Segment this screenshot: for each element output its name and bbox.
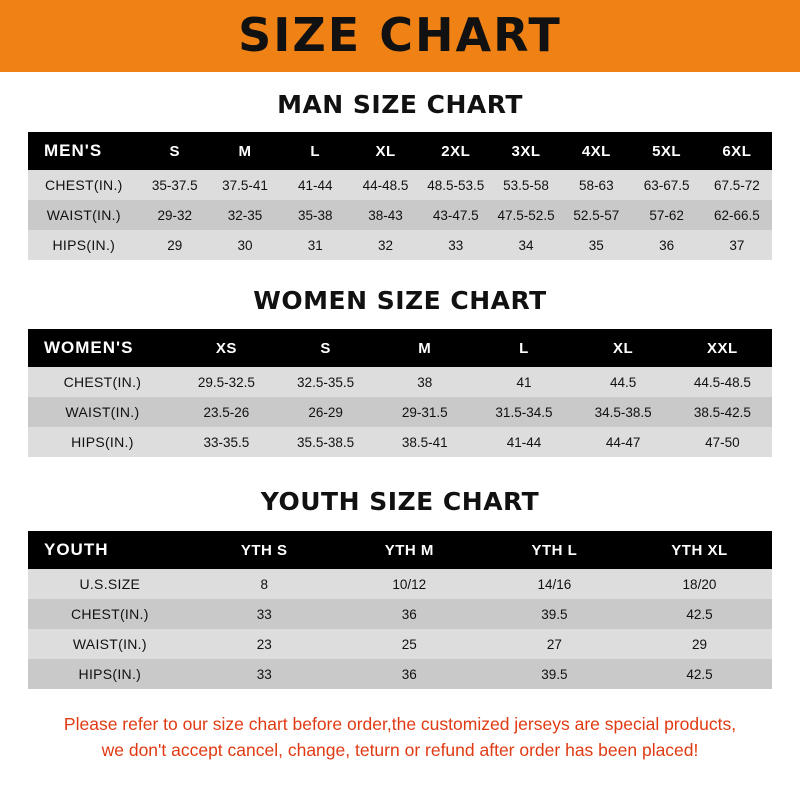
cell: 26-29 (308, 404, 343, 420)
row-label: HIPS(IN.) (52, 237, 116, 253)
cell: 25 (401, 636, 417, 652)
cell: 31.5-34.5 (495, 404, 553, 420)
cell: 8 (260, 576, 268, 592)
cell: 27 (546, 636, 562, 652)
cell: 14/16 (537, 576, 572, 592)
cell: 29-32 (157, 207, 192, 223)
column-header: MEN'S (44, 141, 103, 160)
cell: 34.5-38.5 (594, 404, 652, 420)
youth-section-title: YOUTH SIZE CHART (260, 487, 540, 516)
cell: 37 (729, 237, 745, 253)
man-section-title: MAN SIZE CHART (277, 90, 523, 119)
column-header: XXL (707, 339, 738, 357)
women-size-table (28, 329, 772, 457)
column-header: XL (375, 142, 396, 160)
men-size-table (28, 132, 772, 260)
footer-note (28, 711, 772, 764)
cell: 35-37.5 (151, 177, 198, 193)
chart-content (0, 90, 800, 764)
women-section-title: WOMEN SIZE CHART (253, 286, 547, 315)
cell: 10/12 (392, 576, 427, 592)
table-row (28, 367, 772, 397)
table-row (28, 397, 772, 427)
table-header-row (28, 531, 772, 569)
header-band (0, 0, 800, 72)
cell: 23.5-26 (203, 404, 250, 420)
cell: 38.5-42.5 (693, 404, 751, 420)
row-label: HIPS(IN.) (78, 666, 142, 682)
cell: 43-47.5 (432, 207, 479, 223)
table-row (28, 427, 772, 457)
cell: 23 (256, 636, 272, 652)
cell: 52.5-57 (573, 207, 620, 223)
cell: 18/20 (682, 576, 717, 592)
column-header: 2XL (441, 142, 471, 160)
table-row (28, 569, 772, 599)
cell: 31 (307, 237, 323, 253)
column-header: M (418, 339, 432, 357)
cell: 39.5 (541, 666, 568, 682)
table-row (28, 629, 772, 659)
cell: 44-47 (605, 434, 641, 450)
cell: 37.5-41 (222, 177, 268, 193)
cell: 29 (167, 237, 183, 253)
cell: 29 (691, 636, 707, 652)
column-header: L (519, 339, 529, 357)
column-header: YOUTH (44, 540, 109, 559)
cell: 35-38 (297, 207, 333, 223)
table-row (28, 200, 772, 230)
footer-line-2: we don't accept cancel, change, teturn or refund after order has been placed! (101, 740, 699, 761)
column-header: XL (613, 339, 634, 357)
cell: 47-50 (705, 434, 740, 450)
column-header: YTH L (531, 541, 578, 559)
cell: 33 (448, 237, 464, 253)
column-header: WOMEN'S (44, 338, 134, 357)
column-header: XS (215, 339, 237, 357)
cell: 38.5-41 (401, 434, 448, 450)
cell: 48.5-53.5 (427, 177, 485, 193)
cell: 33-35.5 (203, 434, 250, 450)
column-header: S (320, 339, 331, 357)
cell: 38 (417, 374, 433, 390)
cell: 53.5-58 (503, 177, 549, 193)
column-header: 4XL (581, 142, 611, 160)
row-label: U.S.SIZE (79, 576, 141, 592)
page-title: SIZE CHART (238, 8, 562, 62)
table-header-row (28, 132, 772, 170)
column-header: YTH M (384, 541, 434, 559)
column-header: L (310, 142, 321, 160)
row-label: WAIST(IN.) (65, 404, 140, 420)
cell: 67.5-72 (713, 177, 760, 193)
cell: 42.5 (686, 606, 713, 622)
table-row (28, 659, 772, 689)
cell: 62-66.5 (713, 207, 760, 223)
column-header: 3XL (511, 142, 541, 160)
row-label: CHEST(IN.) (44, 177, 123, 193)
cell: 41-44 (297, 177, 333, 193)
cell: 44.5-48.5 (693, 374, 751, 390)
row-label: HIPS(IN.) (71, 434, 134, 450)
cell: 32 (378, 237, 394, 253)
youth-size-table (28, 531, 772, 689)
table-row (28, 170, 772, 200)
cell: 47.5-52.5 (497, 207, 555, 223)
cell: 30 (237, 237, 253, 253)
row-label: CHEST(IN.) (63, 374, 142, 390)
cell: 35.5-38.5 (297, 434, 355, 450)
cell: 57-62 (649, 207, 684, 223)
row-label: CHEST(IN.) (71, 606, 149, 622)
cell: 33 (256, 606, 272, 622)
cell: 38-43 (368, 207, 403, 223)
cell: 32-35 (227, 207, 263, 223)
cell: 44-48.5 (362, 177, 409, 193)
cell: 36 (401, 606, 417, 622)
cell: 41-44 (506, 434, 542, 450)
column-header: YTH XL (671, 541, 728, 559)
cell: 29-31.5 (401, 404, 448, 420)
column-header: 6XL (722, 142, 752, 160)
cell: 36 (401, 666, 417, 682)
table-header-row (28, 329, 772, 367)
row-label: WAIST(IN.) (46, 207, 121, 223)
cell: 58-63 (579, 177, 614, 193)
cell: 41 (516, 374, 532, 390)
cell: 63-67.5 (643, 177, 690, 193)
footer-line-1: Please refer to our size chart before order,the customized jerseys are special products, (63, 714, 737, 734)
cell: 42.5 (686, 666, 713, 682)
column-header: 5XL (652, 142, 682, 160)
cell: 32.5-35.5 (297, 374, 355, 390)
table-row (28, 230, 772, 260)
cell: 39.5 (541, 606, 568, 622)
column-header: YTH S (240, 541, 288, 559)
cell: 33 (256, 666, 272, 682)
column-header: M (238, 142, 252, 160)
row-label: WAIST(IN.) (72, 636, 147, 652)
cell: 44.5 (610, 374, 637, 390)
cell: 35 (588, 237, 604, 253)
column-header: S (169, 142, 180, 160)
cell: 34 (518, 237, 534, 253)
cell: 29.5-32.5 (197, 374, 255, 390)
table-row (28, 599, 772, 629)
cell: 36 (659, 237, 675, 253)
